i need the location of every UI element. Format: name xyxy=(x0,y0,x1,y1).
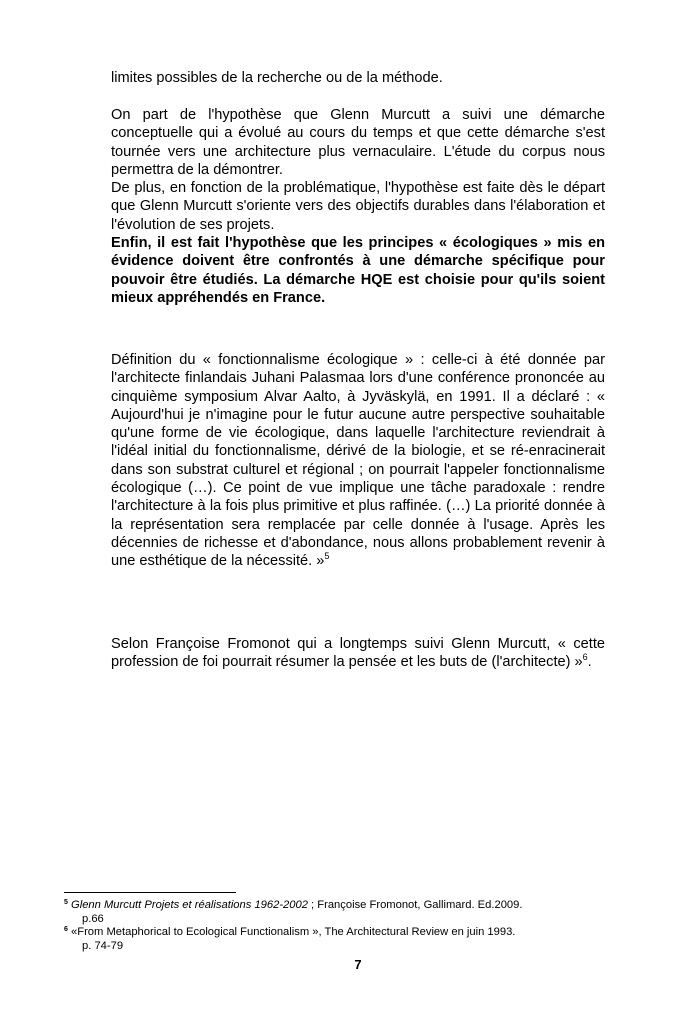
footnote-5-continuation: p.66 xyxy=(82,912,104,925)
hypotheses-block xyxy=(111,106,605,307)
intro-block xyxy=(111,69,605,87)
footnote-number: 6 xyxy=(64,926,68,933)
definition-block xyxy=(111,351,605,571)
footnote-ref-5: 5 xyxy=(324,551,330,562)
fromonot-block xyxy=(111,635,605,672)
footnote-text: «From Metaphorical to Ecological Functionalism », The Architectural Review en juin 1993. xyxy=(71,926,516,938)
fromonot-text: Selon Françoise Fromonot qui a longtemps suivi Glenn Murcutt, « cette profession de foi pourrait résumer la pensée et les buts de (l'architecte) » xyxy=(111,636,605,671)
fromonot-tail: . xyxy=(587,654,592,671)
footnote-6 xyxy=(64,926,624,940)
footnote-ref-6: 6 xyxy=(582,652,588,663)
intro-line: limites possibles de la recherche ou de la méthode. xyxy=(111,70,443,86)
page-number: 7 xyxy=(354,957,362,972)
footnotes xyxy=(64,899,624,953)
hypothesis-paragraph-2: De plus, en fonction de la problématique, l'hypothèse est faite dès le départ que Glenn Murcutt s'oriente vers des objectifs durables dans l'élaboration et l'évolution de ses projets. xyxy=(111,180,605,233)
fromonot-paragraph xyxy=(111,635,605,672)
footnote-5 xyxy=(64,899,624,913)
definition-text: Définition du « fonctionnalisme écologique » : celle-ci à été donnée par l'architecte finlandais Juhani Palasmaa lors d'une conférence prononcée au cinquième symposium Alvar Aalto, à Jyväskylä, en 1991. Il a déclaré : « Aujourd'hui je n'imagine pour le futur aucune autre perspective souhaitable qu'une forme de vie écologique, dans laquelle l'architecture reviendrait à l'idéal initial du fonctionnalisme, dérivé de la biologie, et se ré-enracinerait dans son substrat culturel et régional ; on pourrait l'appeler fonctionnalisme écologique (…). Ce point de vue implique une tâche paradoxale : rendre l'architecture à la fois plus primitive et plus raffinée. (…) La priorité donnée à la représentation sera remplacée par celle donnée à l'usage. Après les décennies de richesse et d'abondance, nous allons probablement revenir à une esthétique de la nécessité. » xyxy=(111,352,605,570)
hypothesis-paragraph-3: Enfin, il est fait l'hypothèse que les principes « écologiques » mis en évidence doivent être confrontés à une démarche spécifique pour pouvoir être étudiés. La démarche HQE est choisie pour qu'ils soient mieux appréhendés en France. xyxy=(111,235,605,306)
footnote-title: Glenn Murcutt Projets et réalisations 1962-2002 xyxy=(71,899,308,911)
footnote-separator xyxy=(64,892,236,893)
footnote-number: 5 xyxy=(64,899,68,906)
hypothesis-paragraph-1: On part de l'hypothèse que Glenn Murcutt a suivi une démarche conceptuelle qui a évolué au cours du temps et que cette démarche s'est tournée vers une architecture plus vernaculaire. L'étude du corpus nous permettra de la démontrer. xyxy=(111,107,605,178)
footnote-6-continuation: p. 74-79 xyxy=(82,939,124,952)
definition-paragraph xyxy=(111,351,605,571)
footnote-text: ; Françoise Fromonot, Gallimard. Ed.2009. xyxy=(307,899,523,911)
